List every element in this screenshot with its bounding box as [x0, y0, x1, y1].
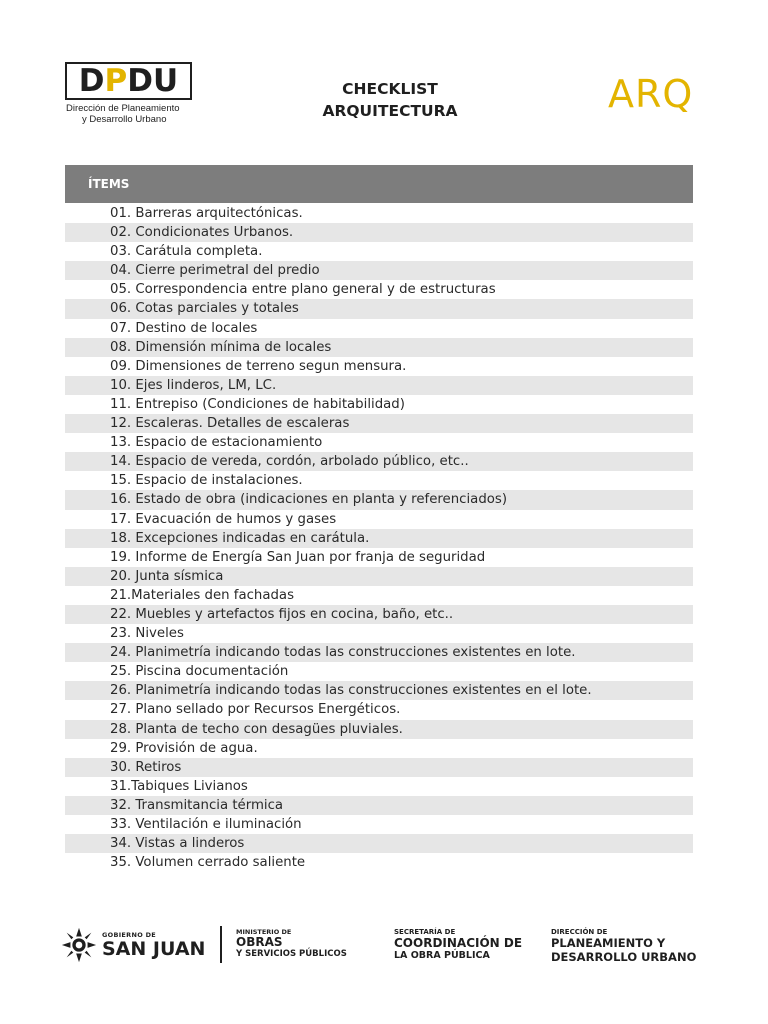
list-item: 22. Muebles y artefactos fijos en cocina, baño, etc.. [65, 605, 693, 624]
logo-subtitle [66, 103, 206, 125]
list-item: 31.Tabiques Livianos [110, 778, 248, 794]
footer-divider [220, 926, 222, 963]
list-item: 34. Vistas a linderos [65, 834, 693, 853]
list-item: 06. Cotas parciales y totales [65, 299, 693, 318]
direccion-small: DIRECCIÓN DE [551, 928, 608, 936]
list-item: 33. Ventilación e iluminación [110, 817, 302, 832]
list-item: 35. Volumen cerrado saliente [110, 855, 306, 871]
sun-emblem-icon [60, 926, 98, 964]
list-item: 15. Espacio de instalaciones. [110, 473, 303, 489]
direccion-line2: DESARROLLO URBANO [551, 950, 697, 964]
footer-logos [0, 920, 768, 970]
dpdu-logo [65, 62, 192, 100]
list-item: 09. Dimensiones de terreno segun mensura. [110, 358, 407, 374]
san-juan-big: SAN JUAN [102, 938, 206, 960]
list-item: 05. Correspondencia entre plano general y de estructuras [110, 282, 496, 298]
list-item: 25. Piscina documentación [110, 664, 289, 680]
list-item: 16. Estado de obra (indicaciones en planta y referenciados) [65, 490, 693, 509]
list-item: 03. Carátula completa. [110, 244, 263, 260]
list-item: 21.Materiales den fachadas [110, 587, 295, 603]
ministerio-sub: Y SERVICIOS PÚBLICOS [236, 949, 347, 959]
logo-letter-d1: D [78, 62, 105, 99]
title-line2: ARQUITECTURA [322, 102, 458, 120]
ministerio-big: OBRAS [236, 935, 283, 949]
list-item: 04. Cierre perimetral del predio [65, 261, 693, 280]
list-item: 19. Informe de Energía San Juan por franja de seguridad [110, 549, 486, 565]
list-item: 18. Excepciones indicadas en carátula. [65, 529, 693, 548]
secretaria-big: COORDINACIÓN DE [394, 936, 523, 950]
document-title [290, 78, 490, 122]
logo-letter-p: P [104, 62, 128, 99]
san-juan-logo [60, 926, 205, 964]
list-item: 02. Condicionates Urbanos. [65, 223, 693, 242]
logo-subtitle-line1: Dirección de Planeamiento [66, 103, 180, 114]
list-item: 11. Entrepiso (Condiciones de habitabilidad) [110, 396, 405, 412]
logo-subtitle-line2: y Desarrollo Urbano [82, 114, 167, 125]
logo-letter-u: U [153, 62, 179, 99]
items-table-header [65, 165, 693, 203]
list-item: 10. Ejes linderos, LM, LC. [65, 376, 693, 395]
list-item: 01. Barreras arquitectónicas. [110, 206, 303, 221]
secretaria-sub: LA OBRA PÚBLICA [394, 950, 490, 961]
list-item: 32. Transmitancia térmica [65, 796, 693, 815]
list-item: 08. Dimensión mínima de locales [65, 338, 693, 357]
list-item: 12. Escaleras. Detalles de escaleras [65, 414, 693, 433]
list-item: 17. Evacuación de humos y gases [110, 511, 337, 527]
list-item: 27. Plano sellado por Recursos Energéticos. [110, 702, 401, 718]
list-item: 13. Espacio de estacionamiento [110, 435, 323, 451]
direccion-logo [551, 928, 696, 964]
items-header-label: ÍTEMS [88, 177, 130, 191]
list-item: 26. Planimetría indicando todas las construcciones existentes en el lote. [65, 681, 693, 700]
items-list [65, 204, 693, 872]
list-item: 07. Destino de locales [110, 320, 258, 336]
document-code: ARQ [608, 72, 694, 116]
ministerio-small: MINISTERIO DE [236, 928, 292, 936]
san-juan-small: GOBIERNO DE [102, 931, 157, 939]
list-item: 14. Espacio de vereda, cordón, arbolado público, etc.. [65, 452, 693, 471]
san-juan-text [102, 931, 205, 959]
list-item: 30. Retiros [65, 758, 693, 777]
logo-letter-d2: D [127, 62, 153, 99]
list-item: 28. Planta de techo con desagües pluviales. [65, 720, 693, 739]
secretaria-small: SECRETARÍA DE [394, 928, 456, 936]
list-item: 20. Junta sísmica [65, 567, 693, 586]
list-item: 23. Niveles [110, 626, 184, 642]
list-item: 29. Provisión de agua. [110, 740, 258, 756]
ministerio-logo [236, 928, 347, 959]
title-line1: CHECKLIST [342, 80, 438, 98]
secretaria-logo [394, 928, 522, 961]
direccion-line1: PLANEAMIENTO Y [551, 936, 666, 950]
list-item: 24. Planimetría indicando todas las construcciones existentes en lote. [65, 643, 693, 662]
